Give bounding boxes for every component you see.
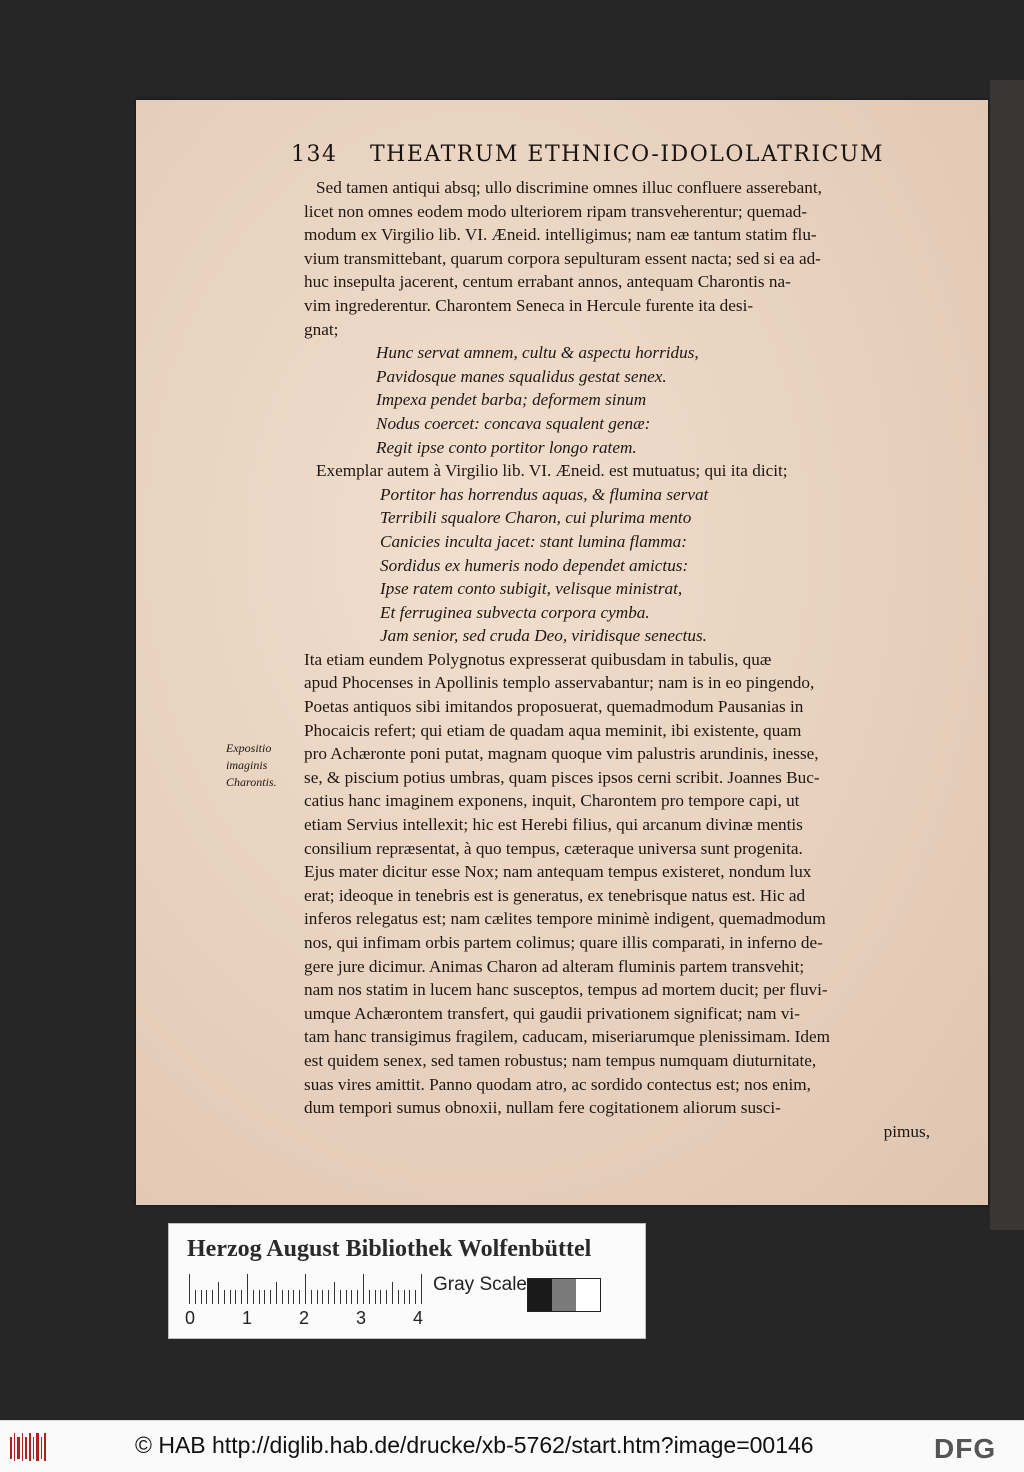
- text-line: gere jure dicimur. Animas Charon ad alteram fluminis partem transvehit;: [304, 956, 805, 976]
- text-line: Pavidosque manes squalidus gestat senex.: [376, 366, 667, 386]
- ruler-tick: [380, 1290, 381, 1304]
- ruler-label: 2: [299, 1308, 310, 1328]
- ruler-label: 0: [185, 1308, 196, 1328]
- ruler-tick: [189, 1274, 190, 1304]
- ruler-label: 1: [242, 1308, 253, 1328]
- book-page: [136, 100, 988, 1205]
- ruler-tick: [299, 1290, 300, 1304]
- ruler-tick: [409, 1290, 410, 1304]
- text-line: Et ferruginea subvecta corpora cymba.: [380, 602, 650, 622]
- ruler-tick: [351, 1290, 352, 1304]
- ruler-tick: [195, 1290, 196, 1304]
- footer-credit: © HAB http://diglib.hab.de/drucke/xb-5762/start.htm?image=00146: [135, 1432, 814, 1458]
- ruler-tick: [322, 1290, 323, 1304]
- dfg-logo: DFG: [934, 1433, 997, 1464]
- ruler-tick: [212, 1290, 213, 1304]
- text-line: apud Phocenses in Apollinis templo asservabantur; nam is in eo pingendo,: [304, 673, 815, 693]
- text-line: Canicies inculta jacet: stant lumina flamma:: [380, 531, 687, 551]
- text-line: consilium repræsentat, à quo tempus, cæteraque universa sunt progenita.: [304, 838, 803, 858]
- ruler-tick: [311, 1290, 312, 1304]
- ruler-tick: [317, 1290, 318, 1304]
- text-line: vium transmittebant, quarum corpora sepulturam essent nacta; sed si ea ad-: [304, 248, 821, 268]
- ruler-tick: [386, 1290, 387, 1304]
- text-line: se, & piscium potius umbras, quam pisces ipsos cerni scribit. Joannes Buc-: [304, 767, 820, 787]
- ruler-tick: [206, 1290, 207, 1304]
- ruler-tick: [305, 1274, 306, 1304]
- text-line: etiam Servius intellexit; hic est Herebi filius, qui arcanum divinæ mentis: [304, 815, 803, 835]
- ruler-tick: [264, 1290, 265, 1304]
- ruler-tick: [363, 1274, 364, 1304]
- ruler-tick: [259, 1290, 260, 1304]
- ruler-tick: [230, 1290, 231, 1304]
- library-name: Herzog August Bibliothek Wolfenbüttel: [187, 1236, 592, 1262]
- text-line: Exemplar autem à Virgilio lib. VI. Æneid. est mutuatus; qui ita dicit;: [316, 461, 788, 481]
- ruler-tick: [288, 1290, 289, 1304]
- ruler-tick: [421, 1274, 422, 1304]
- ruler-tick: [375, 1290, 376, 1304]
- ruler-tick: [398, 1290, 399, 1304]
- text-line: Ejus mater dicitur esse Nox; nam antequam tempus existeret, nondum lux: [304, 862, 812, 882]
- text-line: inferos relegatus est; nam cælites tempore minimè indigent, quemadmodum: [304, 909, 826, 929]
- text-line: Phocaicis refert; qui etiam de quadam aqua meminit, ibi existente, quam: [304, 720, 802, 740]
- grayscale-swatches: [527, 1278, 601, 1312]
- text-line: catius hanc imaginem exponens, inquit, Charontem pro tempore capi, ut: [304, 791, 800, 811]
- text-line: pro Achæronte poni putat, magnam quoque vim palustris arundinis, inesse,: [304, 744, 819, 764]
- text-line: Ita etiam eundem Polygnotus expresserat quibusdam in tabulis, quæ: [304, 649, 772, 669]
- scale-ruler-labels: [185, 1308, 445, 1330]
- library-color-card: [168, 1223, 646, 1339]
- ruler-tick: [328, 1290, 329, 1304]
- text-line: modum ex Virgilio lib. VI. Æneid. intelligimus; nam eæ tantum statim flu-: [304, 225, 817, 245]
- ruler-tick: [218, 1282, 219, 1304]
- text-line: pimus,: [883, 1121, 930, 1141]
- ruler-tick: [253, 1290, 254, 1304]
- ruler-tick: [369, 1290, 370, 1304]
- text-line: tam hanc transigimus fragilem, caducam, miseriarumque plenissimam. Idem: [304, 1027, 830, 1047]
- text-line: est quidem senex, sed tamen robustus; nam tempus numquam diuturnitate,: [304, 1050, 817, 1070]
- text-line: Portitor has horrendus aquas, & flumina servat: [380, 484, 709, 504]
- page-number: 134: [291, 142, 338, 167]
- gray-swatch: [576, 1279, 600, 1311]
- grayscale-label: Gray Scale: [433, 1274, 527, 1295]
- scan-backdrop-edge: [990, 80, 1024, 1230]
- ruler-tick: [346, 1290, 347, 1304]
- scale-ruler: [189, 1274, 421, 1304]
- ruler-tick: [241, 1290, 242, 1304]
- ruler-label: 4: [413, 1308, 424, 1328]
- ruler-tick: [334, 1282, 335, 1304]
- ruler-tick: [201, 1290, 202, 1304]
- text-line: licet non omnes eodem modo ulteriorem ripam transveherentur; quemad-: [304, 201, 808, 221]
- ruler-tick: [357, 1290, 358, 1304]
- text-line: Regit ipse conto portitor longo ratem.: [376, 437, 637, 457]
- gray-swatch: [528, 1279, 552, 1311]
- text-line: huc insepulta jacerent, centum errabant annos, antequam Charontis na-: [304, 272, 791, 292]
- text-line: umque Achærontem transfert, qui gaudii privationem significat; nam vi-: [304, 1003, 800, 1023]
- text-line: suas vires amittit. Panno quodam atro, ac sordido contectus est; nos enim,: [304, 1074, 811, 1094]
- page-body-text: [304, 176, 936, 1143]
- text-line: vim ingrederentur. Charontem Seneca in Hercule furente ita desi-: [304, 295, 754, 315]
- text-line: nos, qui infimam orbis partem colimus; quare illis comparati, in inferno de-: [304, 933, 823, 952]
- ruler-tick: [415, 1290, 416, 1304]
- text-line: nam nos statim in lucem hanc susceptos, tempus ad mortem ducit; per fluvi-: [304, 980, 828, 1000]
- text-line: Poetas antiquos sibi imitandos proposuerat, quemadmodum Pausanias in: [304, 697, 804, 717]
- ruler-tick: [293, 1290, 294, 1304]
- barcode-icon: [10, 1433, 46, 1461]
- ruler-label: 3: [356, 1308, 367, 1328]
- text-line: Impexa pendet barba; deformem sinum: [376, 390, 647, 410]
- ruler-tick: [235, 1290, 236, 1304]
- ruler-tick: [340, 1290, 341, 1304]
- gray-swatch: [552, 1279, 576, 1311]
- running-header: [291, 142, 991, 167]
- text-line: Ipse ratem conto subigit, velisque ministrat,: [380, 579, 683, 599]
- text-line: dum tempori sumus obnoxii, nullam fere cogitationem aliorum susci-: [304, 1098, 781, 1118]
- ruler-tick: [282, 1290, 283, 1304]
- ruler-tick: [270, 1290, 271, 1304]
- text-line: Nodus coercet: concava squalent genæ:: [376, 413, 651, 433]
- text-line: erat; ideoque in tenebris est is generatus, ex tenebrisque natus est. Hic ad: [304, 885, 806, 905]
- ruler-tick: [404, 1290, 405, 1304]
- text-line: Sordidus ex humeris nodo dependet amictus:: [380, 555, 689, 575]
- viewer-footer: [0, 1420, 1024, 1472]
- running-title: THEATRUM ETHNICO-IDOLOLATRICUM: [370, 142, 885, 167]
- ruler-tick: [392, 1282, 393, 1304]
- margin-note: Expositio imaginis Charontis.: [226, 741, 277, 789]
- text-line: Hunc servat amnem, cultu & aspectu horridus,: [376, 343, 699, 363]
- text-line: Jam senior, sed cruda Deo, viridisque senectus.: [380, 626, 707, 646]
- text-line: Sed tamen antiqui absq; ullo discrimine omnes illuc confluere asserebant,: [316, 178, 822, 197]
- ruler-tick: [224, 1290, 225, 1304]
- text-line: gnat;: [304, 319, 339, 339]
- ruler-tick: [247, 1274, 248, 1304]
- ruler-tick: [276, 1282, 277, 1304]
- text-line: Terribili squalore Charon, cui plurima mento: [380, 508, 692, 528]
